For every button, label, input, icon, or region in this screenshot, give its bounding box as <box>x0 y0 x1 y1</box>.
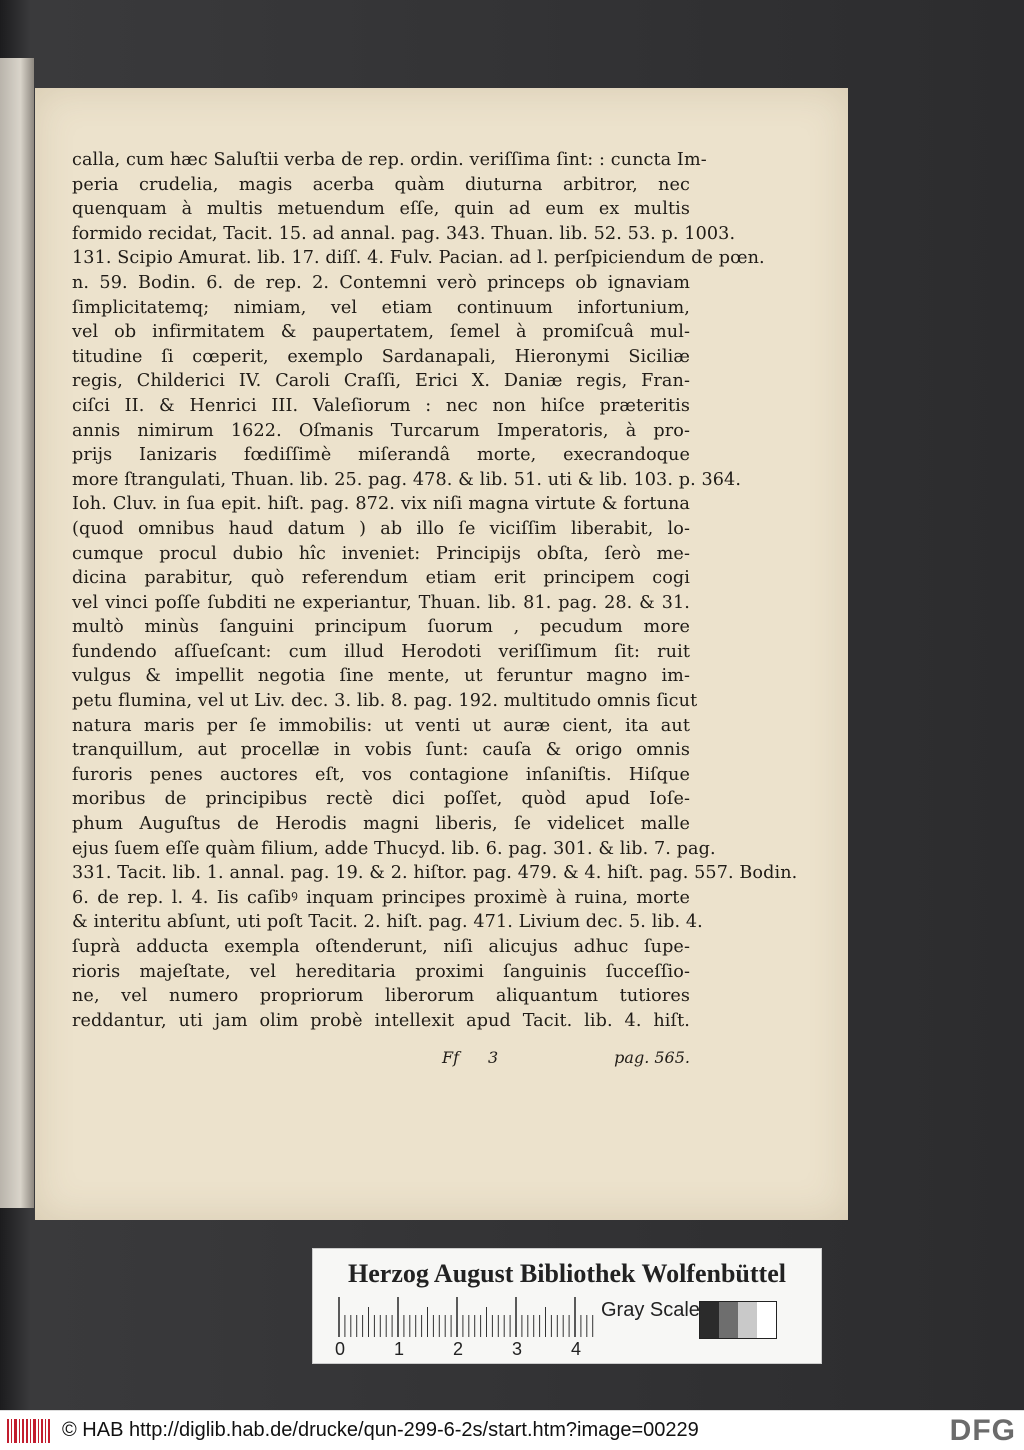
text-line: tranquillum, aut procellæ in vobis ſunt: cauſa & origo omnis <box>72 740 690 761</box>
grayscale-patch <box>719 1302 738 1338</box>
barcode-bar <box>11 1419 12 1443</box>
scale-numbers <box>313 1339 613 1361</box>
scale-number: 1 <box>394 1339 405 1359</box>
text-line: vel ob infirmitatem & paupertatem, ſemel à promiſcuâ mul- <box>72 322 690 343</box>
catchword-line <box>72 1048 690 1074</box>
text-line: quenquam à multis metuendum eſſe, quin ad eum ex multis <box>72 199 690 220</box>
page-text <box>72 148 798 1033</box>
barcode-bar <box>14 1419 17 1443</box>
text-line: rioris majeſtate, vel hereditaria proximi ſanguinis ſucceſſio- <box>72 961 690 982</box>
text-line: ſuprà adducta exempla oſtenderunt, niſi alicujus adhuc ſupe- <box>72 937 690 957</box>
barcode-bar <box>48 1419 50 1443</box>
grayscale-patch <box>757 1302 776 1338</box>
text-line: fundendo aſſueſcant: cum illud Herodoti veriſſimum ſit: ruit <box>72 641 690 662</box>
barcode-bar <box>41 1419 43 1443</box>
scale-number: 4 <box>571 1339 582 1359</box>
grayscale-patch <box>738 1302 757 1338</box>
text-line: cumque procul dubio hîc inveniet: Principijs obſta, ſerò me- <box>72 543 690 564</box>
scale-number: 3 <box>512 1339 523 1359</box>
text-line: regis, Childerici IV. Caroli Craſſi, Erici X. Daniæ regis, Fran- <box>72 371 690 392</box>
text-line: vel vinci poſſe ſubditi ne experiantur, Thuan. lib. 81. pag. 28. & 31. <box>72 592 690 613</box>
barcode-bar <box>19 1419 20 1443</box>
copyright-url[interactable]: © HAB http://diglib.hab.de/drucke/qun-299-6-2s/start.htm?image=00229 <box>62 1419 699 1441</box>
text-line: vulgus & impellit negotia ſine mente, ut feruntur magno im- <box>72 666 690 687</box>
grayscale-patch <box>700 1302 719 1338</box>
text-line: Ioh. Cluv. in ſua epit. hiſt. pag. 872. vix niſi magna virtute & fortuna <box>72 494 690 515</box>
text-line: 131. Scipio Amurat. lib. 17. diſſ. 4. Fulv. Pacian. ad l. perſpiciendum de pœn. <box>72 248 765 269</box>
text-line: ciſci II. & Henrici III. Valeſiorum : nec non hiſce præteritis <box>72 395 690 416</box>
barcode-icon <box>6 1417 50 1445</box>
signature-mark: Ff <box>442 1048 460 1067</box>
text-line: natura maris per ſe immobilis: ut venti ut auræ cient, ita aut <box>72 715 690 736</box>
text-line: ſimplicitatemq; nimiam, vel etiam continuum infortunium, <box>72 297 690 318</box>
scale-number: 2 <box>453 1339 464 1359</box>
text-line: phum Auguſtus de Herodis magni liberis, ſe videlicet malle <box>72 814 690 835</box>
grayscale-swatch <box>699 1301 777 1339</box>
text-line: 331. Tacit. lib. 1. annal. pag. 19. & 2. hiſtor. pag. 479. & 4. hiſt. pag. 557. Bodin. <box>72 863 798 884</box>
barcode-bar <box>7 1419 9 1443</box>
text-line: (quod omnibus haud datum ) ab illo ſe viciſſim liberabit, lo- <box>72 518 690 539</box>
barcode-bar <box>22 1419 24 1443</box>
grayscale-label: Gray Scale <box>601 1299 700 1321</box>
barcode-bar <box>38 1419 39 1443</box>
text-line: furoris penes auctores eſt, vos contagione inſaniſtis. Hiſque <box>72 764 690 785</box>
text-line: multò minùs ſanguini principum ſuorum , pecudum more <box>72 617 690 638</box>
library-name: Herzog August Bibliothek Wolfenbüttel <box>348 1259 786 1288</box>
dfg-logo: DFG <box>949 1414 1016 1447</box>
catchword: pag. 565. <box>614 1048 690 1067</box>
text-line: titudine ſi cœperit, exemplo Sardanapali, Hieronymi Siciliæ <box>72 346 690 367</box>
text-line: formido recidat, Tacit. 15. ad annal. pag. 343. Thuan. lib. 52. 53. p. 1003. <box>72 223 736 244</box>
text-line: dicina parabitur, quò referendum etiam erit principem cogi <box>72 568 690 589</box>
text-line: annis nimirum 1622. Oſmanis Turcarum Imperatoris, à pro- <box>72 420 690 441</box>
text-line: ne, vel numero propriorum liberorum aliquantum tutiores <box>72 986 690 1007</box>
scale-number: 0 <box>335 1339 346 1359</box>
text-line: prijs Ianizaris fœdiſſimè miſerandâ morte, execrandoque <box>72 445 690 466</box>
previous-page-edge <box>0 58 34 1208</box>
text-line: n. 59. Bodin. 6. de rep. 2. Contemni verò princeps ob ignaviam <box>72 272 690 293</box>
text-line: ejus ſuem eſſe quàm filium, adde Thucyd. lib. 6. pag. 301. & lib. 7. pag. <box>72 838 716 859</box>
text-line: more ſtrangulati, Thuan. lib. 25. pag. 478. & lib. 51. uti & lib. 103. p. 364. <box>72 469 742 490</box>
barcode-bar <box>33 1419 36 1443</box>
text-line: petu flumina, vel ut Liv. dec. 3. lib. 8. pag. 192. multitudo omnis ſicut <box>72 691 698 712</box>
barcode-bar <box>45 1419 46 1443</box>
color-ruler-card <box>312 1248 822 1364</box>
text-line: peria crudelia, magis acerba quàm diuturna arbitror, nec <box>72 174 690 195</box>
barcode-bar <box>26 1419 28 1443</box>
centimeter-scale <box>337 1297 599 1337</box>
barcode-bar <box>30 1419 31 1443</box>
footer-bar <box>0 1410 1024 1450</box>
text-line: calla, cum hæc Saluſtii verba de rep. ordin. veriſſima ſint: : cuncta Im- <box>72 150 707 170</box>
text-line: moribus de principibus rectè dici poſſet, quòd apud Ioſe- <box>72 789 690 810</box>
text-line: 6. de rep. l. 4. Iis caſibꝰ inquam principes proximè à ruina, morte <box>72 887 690 908</box>
text-line: & interitu abſunt, uti poſt Tacit. 2. hiſt. pag. 471. Livium dec. 5. lib. 4. <box>72 912 703 933</box>
text-line: reddantur, uti jam olim probè intellexit apud Tacit. lib. 4. hiſt. <box>72 1010 690 1031</box>
signature-number: 3 <box>488 1048 499 1067</box>
